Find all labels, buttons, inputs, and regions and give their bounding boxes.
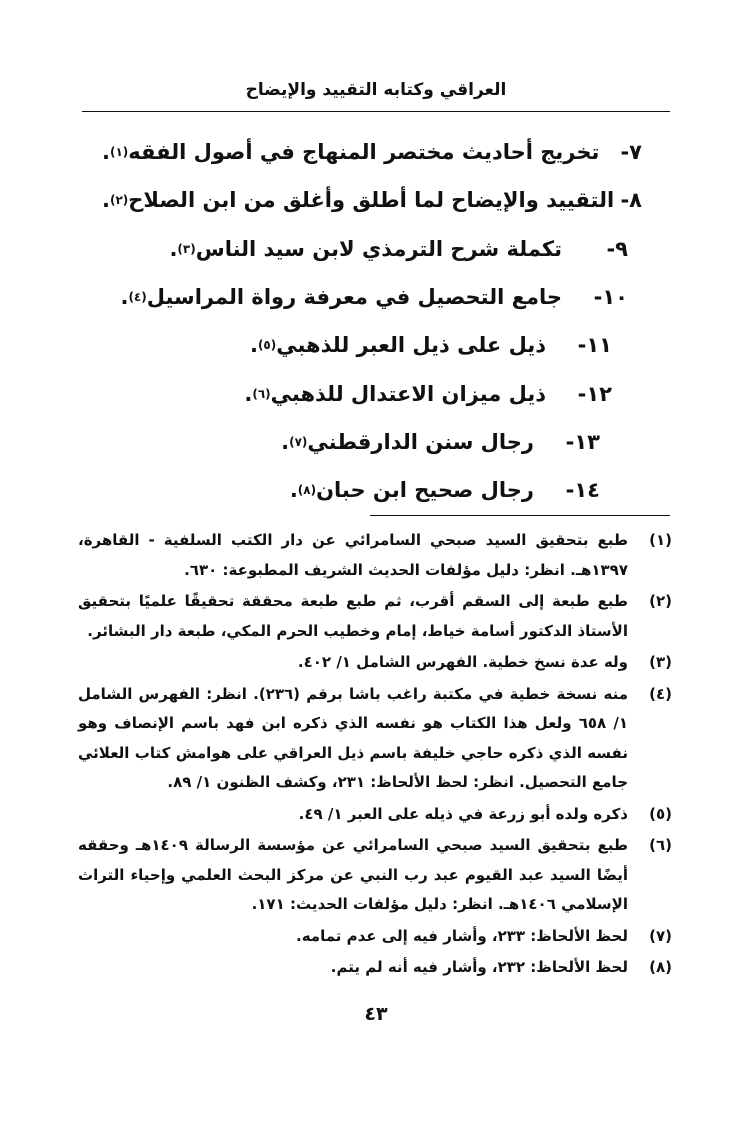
footnote-ref: (٣) [177,241,196,256]
footnote-text: منه نسخة خطية في مكتبة راغب باشا برقم (٢٣٦). انظر: الفهرس الشامل ١/ ٦٥٨ ولعل هذا الكتاب هو نفسه الذي ذكره ابن فهد باسم الإنصاف وهو نفسه الذي ذكره حاجي خليفة باسم ذيل العراقي على هوامش كتاب العلائي جامع التحصيل. انظر: لحظ الألحاظ: ٢٣١، وكشف الظنون ١/ ٨٩. [78,684,628,791]
item-title: التقييد والإيضاح لما أطلق وأغلق من ابن الصلاح [128,188,615,213]
footnote-text: طبع بتحقيق السيد صبحي السامرائي عن دار الكتب السلفية - القاهرة، ١٣٩٧هـ. انظر: دليل مؤلفات الحديث الشريف المطبوعة: ٦٣٠. [78,531,628,579]
item-end: . [120,285,129,310]
list-item [102,128,642,176]
footnote-separator [370,515,670,516]
item-title: تخريج أحاديث مختصر المنهاج في أصول الفقه [128,140,600,165]
item-title: ذيل على ذيل العبر للذهبي [276,333,546,358]
footnote-ref: (٨) [297,483,317,498]
footnote-text: طبع بتحقيق السيد صبحي السامرائي عن مؤسسة الرسالة ١٤٠٩هـ وحققه أيضًا السيد عبد القيوم عبد رب النبي عن مركز البحث العلمي وإحياء التراث الإسلامي ١٤٠٦هـ. انظر: دليل مؤلفات الحديث: ١٧١. [78,836,628,913]
item-title: ذيل ميزان الاعتدال للذهبي [270,381,546,406]
footnote-number: (٨) [649,958,672,976]
footnote-number: (١) [649,531,672,549]
footnote-number: (٢) [649,592,672,610]
page-number: ٤٣ [364,1003,388,1025]
item-number: ١٢- [577,381,612,406]
item-number: ١١- [577,333,612,358]
list-item [102,369,642,417]
item-number: ١٤- [565,478,600,503]
item-end: . [102,188,110,213]
item-end: . [169,236,178,261]
item-end: . [289,478,298,503]
footnote-number: (٧) [649,926,672,945]
footnote-text: لحظ الألحاظ: ٢٣٢، وأشار فيه أنه لم يتم. [330,958,628,976]
footnote [78,800,672,830]
item-end: . [281,429,290,454]
works-list [102,128,642,514]
footnotes-list [78,526,672,985]
footnote-text: ذكره ولده أبو زرعة في ذيله على العبر ١/ ٤٩. [298,804,628,823]
item-end: . [249,333,258,358]
footnote-number: (٥) [649,804,672,823]
item-title: رجال سنن الدارقطني [307,429,534,454]
footnote-ref: (٢) [109,193,129,208]
list-item [102,273,642,321]
item-number: ١٠- [593,285,628,310]
footnote-ref: (٦) [252,386,271,401]
item-title: جامع التحصيل في معرفة رواة المراسيل [146,285,562,310]
list-item [102,418,642,466]
footnote [78,587,672,646]
item-number: ٧- [620,140,642,165]
item-title: رجال صحيح ابن حبان [316,478,534,503]
list-item [102,321,642,369]
item-title: تكملة شرح الترمذي لابن سيد الناس [195,236,562,261]
running-header-title: العراقي وكتابه التقييد والإيضاح [245,80,507,100]
footnote-ref: (٧) [289,434,308,449]
item-end: . [244,381,253,406]
footnote-number: (٦) [649,836,672,854]
footnote-number: (٣) [649,653,672,671]
footnote-text: وله عدة نسخ خطية. الفهرس الشامل ١/ ٤٠٢. [297,653,628,671]
item-number: ٨- [620,188,642,213]
footnote-text: لحظ الألحاظ: ٢٣٣، وأشار فيه إلى عدم تمامه. [296,926,628,945]
footnote-ref: (٤) [128,290,147,305]
footnote [78,648,672,678]
item-number: ١٣- [565,429,600,454]
footnote-number: (٤) [649,684,672,703]
footnote [78,831,672,920]
footnote [78,922,672,952]
item-end: . [102,140,110,165]
footnote [78,953,672,983]
header-rule [82,111,670,112]
footnote [78,680,672,798]
footnote [78,526,672,585]
footnote-ref: (١) [109,145,129,160]
footnote-text: طبع طبعة إلى السقم أقرب، ثم طبع طبعة محققة تحقيقًا علميًا بتحقيق الأستاذ الدكتور أسامة خياط، إمام وخطيب الحرم المكي، طبعة دار البشائر. [78,592,628,640]
item-number: ٩- [606,236,628,261]
list-item [102,466,642,514]
list-item [102,176,642,224]
footnote-ref: (٥) [257,338,277,353]
list-item [102,225,642,273]
